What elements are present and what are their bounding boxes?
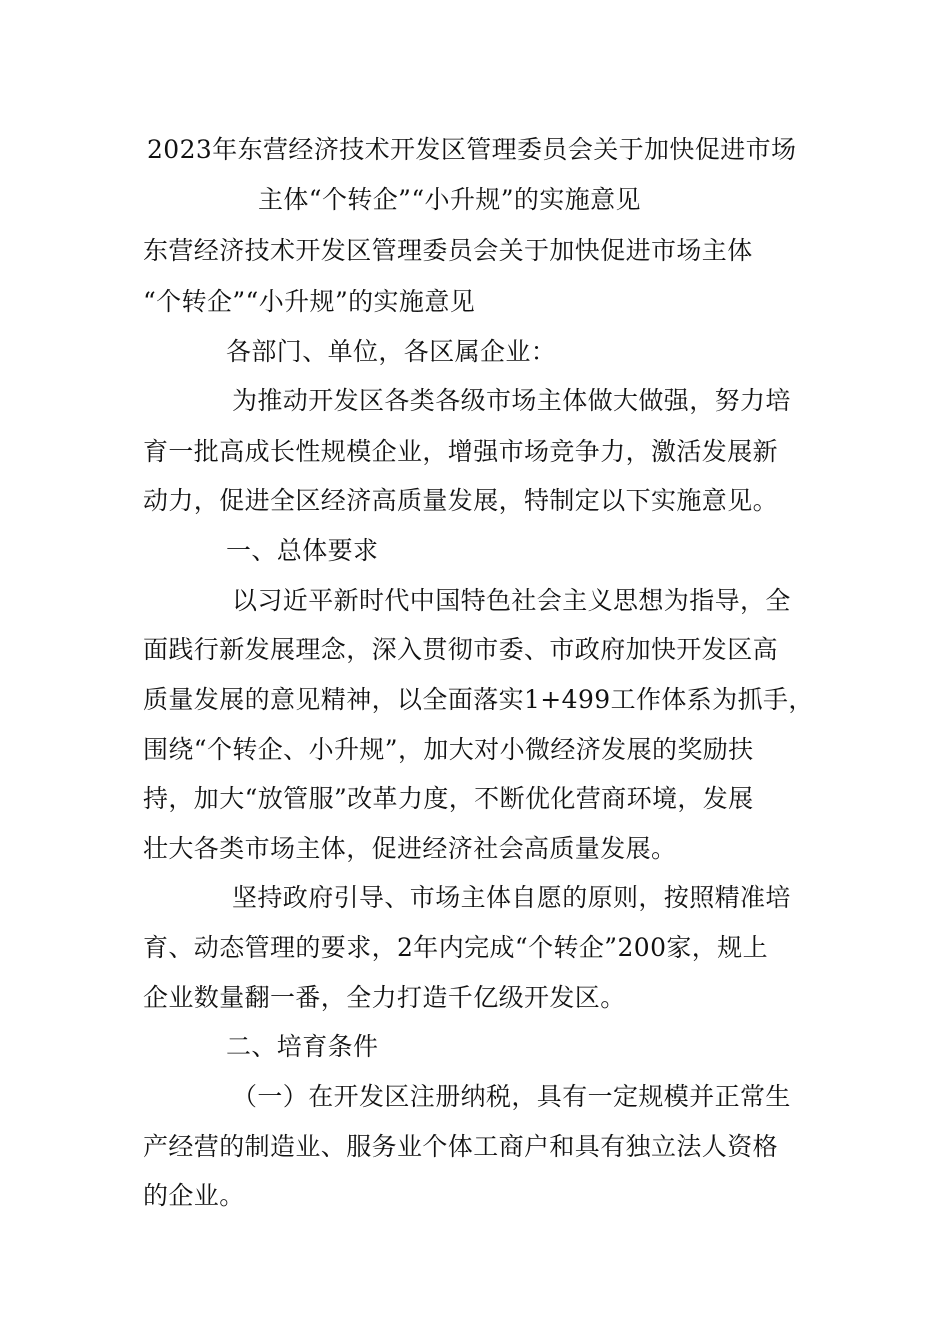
section-2-item-1-line: 的企业。 — [143, 1181, 245, 1210]
section-2-item-1-line: （一）在开发区注册纳税，具有一定规模并正常生 — [232, 1082, 791, 1111]
intro-line: 育一批高成长性规模企业，增强市场竞争力，激活发展新 — [143, 437, 779, 466]
document-title-line-2: 主体“个转企”“小升规”的实施意见 — [258, 185, 641, 214]
document-title-line-1: 2023年东营经济技术开发区管理委员会关于加快促进市场 — [147, 135, 797, 164]
section-1-para-2-line: 企业数量翻一番，全力打造千亿级开发区。 — [143, 983, 626, 1012]
document-subtitle-line-2: “个转企”“小升规”的实施意见 — [143, 287, 476, 316]
document-subtitle-line-1: 东营经济技术开发区管理委员会关于加快促进市场主体 — [143, 236, 753, 265]
salutation: 各部门、单位，各区属企业： — [226, 337, 557, 366]
section-2-heading: 二、培育条件 — [226, 1032, 379, 1061]
section-2-item-1-line: 产经营的制造业、服务业个体工商户和具有独立法人资格 — [143, 1132, 779, 1161]
intro-line: 动力，促进全区经济高质量发展，特制定以下实施意见。 — [143, 486, 779, 515]
intro-line: 为推动开发区各类各级市场主体做大做强，努力培 — [232, 386, 791, 415]
section-1-para-1-line: 持，加大“放管服”改革力度，不断优化营商环境，发展 — [143, 784, 754, 813]
section-1-para-1-line: 围绕“个转企、小升规”，加大对小微经济发展的奖励扶 — [143, 735, 754, 764]
section-1-heading: 一、总体要求 — [226, 536, 379, 565]
section-1-para-1-line: 质量发展的意见精神，以全面落实1+499工作体系为抓手， — [143, 685, 814, 714]
section-1-para-2-line: 育、动态管理的要求，2年内完成“个转企”200家，规上 — [143, 933, 768, 962]
section-1-para-1-line: 壮大各类市场主体，促进经济社会高质量发展。 — [143, 834, 677, 863]
section-1-para-1-line: 面践行新发展理念，深入贯彻市委、市政府加快开发区高 — [143, 635, 779, 664]
section-1-para-1-line: 以习近平新时代中国特色社会主义思想为指导，全 — [232, 586, 791, 615]
section-1-para-2-line: 坚持政府引导、市场主体自愿的原则，按照精准培 — [232, 883, 791, 912]
